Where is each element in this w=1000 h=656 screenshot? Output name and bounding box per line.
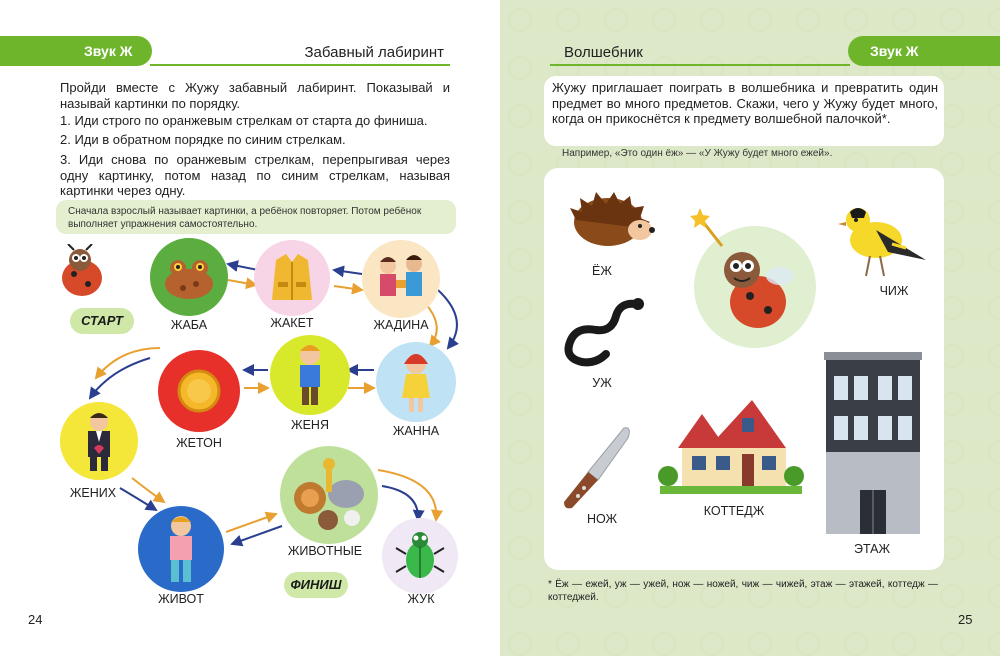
label-chizh: ЧИЖ bbox=[879, 284, 909, 298]
greedy-card bbox=[362, 240, 440, 318]
hedgehog-icon bbox=[566, 190, 658, 250]
label-zhaket: ЖАКЕТ bbox=[270, 316, 314, 330]
footnote: * Ёж — ежей, уж — ужей, нож — ножей, чиж — чижей, этаж — этажей, коттедж — коттеджей. bbox=[548, 579, 938, 603]
siskin-bird-icon bbox=[836, 200, 936, 280]
arrow-orange bbox=[96, 348, 160, 378]
label-zhivotnye: ЖИВОТНЫЕ bbox=[287, 544, 363, 558]
belly-card bbox=[138, 506, 224, 592]
knife-icon bbox=[556, 424, 636, 510]
arrow-blue bbox=[382, 486, 418, 520]
label-zhaba: ЖАБА bbox=[170, 318, 208, 332]
header-rule bbox=[550, 64, 850, 66]
toad-card bbox=[150, 238, 228, 316]
animals-card bbox=[280, 446, 378, 544]
token-card bbox=[158, 350, 240, 432]
zhuzhu-bug-icon bbox=[52, 244, 110, 304]
zhanna-card bbox=[376, 342, 456, 422]
page-heading: Волшебник bbox=[564, 44, 643, 61]
jacket-icon bbox=[254, 240, 330, 316]
header-rule bbox=[150, 64, 450, 66]
adult-note: Сначала взрослый называет картинки, а ребёнок повторяет. Потом ребёнок выполняет упражнения самостоятельно. bbox=[56, 200, 456, 234]
label-zhadina: ЖАДИНА bbox=[373, 318, 429, 332]
instructions-text: Жужу приглашает поиграть в волшебника и превратить один предмет во много предметов. Скажи, чего у Жужу будет много, когда он прикоснётся к предмету волшебной палочкой*. bbox=[552, 80, 938, 126]
token-icon bbox=[158, 350, 240, 432]
arrow-blue bbox=[334, 270, 362, 274]
intro-text: Пройди вместе с Жужу забавный лабиринт. Показывай и называй картинки по порядку. bbox=[60, 80, 450, 111]
boy-belly-icon bbox=[138, 506, 224, 592]
beetle-icon bbox=[382, 518, 458, 594]
step-3: 3. Иди снова по оранжевым стрелкам, перепрыгивая через одну картинку, потом назад по синим стрелкам, называя картинки через одну. bbox=[60, 152, 450, 198]
arrow-orange bbox=[226, 514, 276, 532]
step-1: 1. Иди строго по оранжевым стрелкам от старта до финиша. bbox=[60, 113, 428, 128]
label-zhenya: ЖЕНЯ bbox=[291, 418, 329, 432]
finish-badge: ФИНИШ bbox=[284, 572, 348, 598]
page-heading: Забавный лабиринт bbox=[304, 44, 444, 61]
greedy-kids-icon bbox=[362, 240, 440, 318]
label-nozh: НОЖ bbox=[586, 512, 618, 526]
arrow-blue bbox=[232, 526, 282, 544]
zhenya-card bbox=[270, 335, 350, 415]
arrow-orange bbox=[334, 286, 362, 290]
label-zhivot: ЖИВОТ bbox=[158, 592, 204, 606]
girl-zhanna-icon bbox=[376, 342, 456, 422]
example-text: Например, «Это один ёж» — «У Жужу будет много ежей». bbox=[562, 148, 833, 159]
page-number: 25 bbox=[958, 612, 973, 627]
groom-card bbox=[60, 402, 138, 480]
page-number: 24 bbox=[28, 612, 43, 627]
groom-icon bbox=[60, 402, 138, 480]
toad-icon bbox=[150, 238, 228, 316]
boy-zhenya-icon bbox=[270, 335, 350, 415]
section-tab: Звук Ж bbox=[848, 36, 1000, 66]
beetle-card bbox=[382, 518, 458, 594]
label-kottedzh: КОТТЕДЖ bbox=[703, 504, 765, 518]
snake-icon bbox=[556, 296, 646, 370]
arrow-blue bbox=[90, 358, 150, 398]
start-badge: СТАРТ bbox=[70, 308, 134, 334]
label-etazh: ЭТАЖ bbox=[853, 542, 891, 556]
animals-icon bbox=[280, 446, 378, 544]
label-uzh: УЖ bbox=[592, 376, 612, 390]
label-ezh: ЁЖ bbox=[592, 264, 612, 278]
cottage-icon bbox=[658, 392, 804, 496]
magic-wand-icon bbox=[688, 206, 728, 250]
arrow-orange bbox=[228, 280, 256, 285]
step-2: 2. Иди в обратном порядке по синим стрелкам. bbox=[60, 132, 346, 147]
label-zhuk: ЖУК bbox=[407, 592, 435, 606]
building-floors-icon bbox=[822, 350, 924, 536]
label-zhanna: ЖАННА bbox=[392, 424, 440, 438]
label-zheton: ЖЕТОН bbox=[176, 436, 222, 450]
label-zhenikh: ЖЕНИХ bbox=[69, 486, 117, 500]
section-tab: Звук Ж bbox=[0, 36, 152, 66]
jacket-card bbox=[254, 240, 330, 316]
